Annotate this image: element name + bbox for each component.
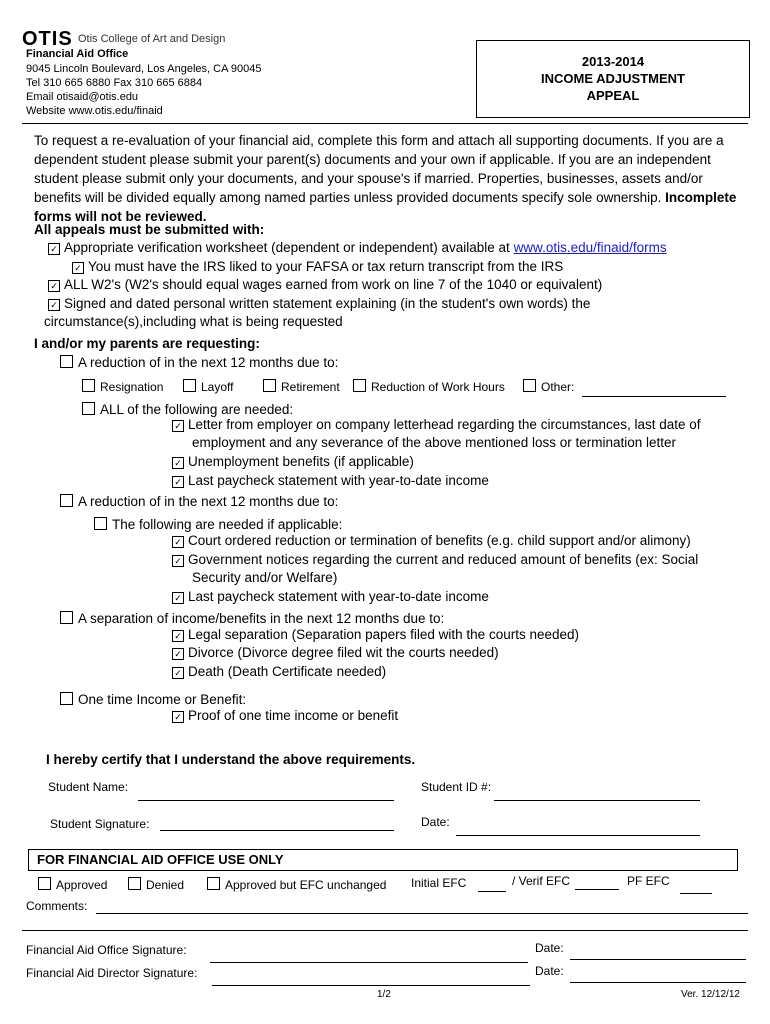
doc-gov-notices-cont: Security and/or Welfare)	[192, 570, 338, 585]
appeal-item-statement-cont: circumstance(s),including what is being requested	[44, 314, 343, 329]
initial-efc-label: Initial EFC	[411, 876, 467, 890]
one-time-checkbox[interactable]	[60, 692, 73, 705]
form-year: 2013-2014	[581, 54, 645, 69]
verif-efc-label: / Verif EFC	[512, 874, 571, 888]
doc-court-order: ✓ Court ordered reduction or termination of benefits (e.g. child support and/or alimony)	[172, 533, 691, 548]
doc-paycheck-2: ✓ Last paycheck statement with year-to-date income	[172, 589, 489, 604]
checked-box-icon: ✓	[172, 420, 184, 432]
forms-link[interactable]: www.otis.edu/finaid/forms	[513, 240, 667, 255]
pf-efc-label: PF EFC	[627, 874, 670, 888]
option-separation: A separation of income/benefits in the next 12 months due to:	[60, 611, 444, 626]
student-name-input[interactable]	[138, 800, 394, 801]
requesting-heading: I and/or my parents are requesting:	[34, 336, 260, 351]
student-date-label: Date:	[421, 815, 450, 829]
reason-retirement: Retirement	[263, 379, 340, 394]
student-id-label: Student ID #:	[421, 780, 492, 794]
comments-label: Comments:	[26, 899, 88, 913]
doc-gov-notices: ✓ Government notices regarding the current and reduced amount of benefits (ex: Social	[172, 552, 698, 567]
reason-other: Other:	[523, 379, 574, 394]
student-date-input[interactable]	[456, 835, 700, 836]
college-name: Otis College of Art and Design	[78, 33, 226, 45]
option-benefit-reduction: A reduction of in the next 12 months due to:	[60, 494, 338, 509]
appeals-heading: All appeals must be submitted with:	[34, 222, 265, 237]
checked-box-icon: ✓	[172, 711, 184, 723]
approved-checkbox[interactable]	[38, 877, 51, 890]
doc-divorce: ✓ Divorce (Divorce degree filed wit the courts needed)	[172, 645, 499, 660]
student-id-input[interactable]	[494, 800, 700, 801]
all-needed: ALL of the following are needed:	[82, 402, 293, 417]
director-date-label: Date:	[535, 964, 564, 978]
student-signature-input[interactable]	[160, 830, 394, 831]
initial-efc-input[interactable]	[478, 891, 506, 892]
office-name: Financial Aid Office	[26, 48, 129, 60]
office-email: Email otisaid@otis.edu	[26, 91, 139, 103]
form-title-appeal: APPEAL	[586, 88, 640, 103]
form-title-box	[476, 40, 750, 118]
appeal-item-statement: ✓ Signed and dated personal written statement explaining (in the student's own words) the	[48, 296, 590, 311]
other-input[interactable]	[582, 396, 726, 397]
option-one-time: One time Income or Benefit:	[60, 692, 246, 707]
reason-resignation: Resignation	[82, 379, 163, 394]
checked-box-icon: ✓	[48, 280, 60, 292]
fa-date-input[interactable]	[570, 959, 746, 960]
comments-input[interactable]	[96, 913, 748, 914]
form-title: INCOME ADJUSTMENT	[541, 71, 685, 86]
approved-efc-checkbox[interactable]	[207, 877, 220, 890]
needed-if-applicable-checkbox[interactable]	[94, 517, 107, 530]
needed-if-applicable: The following are needed if applicable:	[94, 517, 342, 532]
checked-box-icon: ✓	[172, 555, 184, 567]
reduced-hours-checkbox[interactable]	[353, 379, 366, 392]
option-income-reduction: A reduction of in the next 12 months due to:	[60, 355, 338, 370]
fa-signature-label: Financial Aid Office Signature:	[26, 943, 187, 957]
checked-box-icon: ✓	[172, 457, 184, 469]
office-use-heading: FOR FINANCIAL AID OFFICE USE ONLY	[37, 852, 284, 867]
checked-box-icon: ✓	[172, 592, 184, 604]
checked-box-icon: ✓	[72, 262, 84, 274]
all-needed-checkbox[interactable]	[82, 402, 95, 415]
doc-death: ✓ Death (Death Certificate needed)	[172, 664, 386, 679]
checked-box-icon: ✓	[172, 630, 184, 642]
denied-option: Denied	[128, 877, 184, 892]
checked-box-icon: ✓	[48, 299, 60, 311]
otis-logo: OTIS	[22, 28, 73, 50]
intro-paragraph	[34, 131, 744, 226]
pf-efc-input[interactable]	[680, 893, 712, 894]
student-signature-label: Student Signature:	[50, 817, 150, 831]
office-divider	[22, 930, 748, 931]
fa-signature-input[interactable]	[210, 962, 528, 963]
office-address: 9045 Lincoln Boulevard, Los Angeles, CA 90045	[26, 63, 262, 75]
doc-unemployment: ✓ Unemployment benefits (if applicable)	[172, 454, 414, 469]
reason-reduced-hours: Reduction of Work Hours	[353, 379, 505, 394]
checked-box-icon: ✓	[172, 648, 184, 660]
reason-layoff: Layoff	[183, 379, 233, 394]
fa-date-label: Date:	[535, 941, 564, 955]
student-name-label: Student Name:	[48, 780, 129, 794]
doc-legal-separation: ✓ Legal separation (Separation papers filed with the courts needed)	[172, 627, 579, 642]
verif-efc-input[interactable]	[575, 889, 619, 890]
appeal-item-worksheet: ✓ Appropriate verification worksheet (dependent or independent) available at www.otis.edu/finaid/forms	[48, 240, 667, 255]
certify-statement: I hereby certify that I understand the above requirements.	[46, 752, 416, 767]
doc-paycheck: ✓ Last paycheck statement with year-to-date income	[172, 473, 489, 488]
director-date-input[interactable]	[570, 982, 746, 983]
appeal-item-w2: ✓ ALL W2's (W2's should equal wages earned from work on line 7 of the 1040 or equivalent)	[48, 277, 602, 292]
resignation-checkbox[interactable]	[82, 379, 95, 392]
office-website: Website www.otis.edu/finaid	[26, 105, 163, 117]
other-checkbox[interactable]	[523, 379, 536, 392]
retirement-checkbox[interactable]	[263, 379, 276, 392]
checked-box-icon: ✓	[172, 667, 184, 679]
doc-employer-letter: ✓ Letter from employer on company letterhead regarding the circumstances, last date of	[172, 417, 701, 432]
version-label: Ver. 12/12/12	[681, 989, 740, 1000]
denied-checkbox[interactable]	[128, 877, 141, 890]
header-divider	[22, 123, 748, 124]
layoff-checkbox[interactable]	[183, 379, 196, 392]
office-phone: Tel 310 665 6880 Fax 310 665 6884	[26, 77, 203, 89]
benefit-reduction-checkbox[interactable]	[60, 494, 73, 507]
director-signature-label: Financial Aid Director Signature:	[26, 966, 198, 980]
doc-employer-letter-cont: employment and any severance of the above mentioned loss or termination letter	[192, 435, 677, 450]
director-signature-input[interactable]	[212, 985, 530, 986]
income-reduction-checkbox[interactable]	[60, 355, 73, 368]
checked-box-icon: ✓	[172, 476, 184, 488]
checked-box-icon: ✓	[48, 243, 60, 255]
appeal-item-irs: ✓ You must have the IRS liked to your FAFSA or tax return transcript from the IRS	[72, 259, 563, 274]
checked-box-icon: ✓	[172, 536, 184, 548]
intro-warning: Incomplete forms will not be reviewed.	[34, 190, 737, 224]
doc-one-time-proof: ✓ Proof of one time income or benefit	[172, 708, 398, 723]
intro-text: To request a re-evaluation of your financial aid, complete this form and attach all supporting documents. If you are a dependent student please submit your parent(s) documents and your own if applicable. If you are an independent student please submit only your documents, and your spouse's if married. Properties, businesses, assets and/or benefits will be divided equally among named parties unless provided documents specify sole ownership.	[34, 133, 724, 205]
office-use-box	[28, 849, 738, 871]
separation-checkbox[interactable]	[60, 611, 73, 624]
approved-option: Approved	[38, 877, 107, 892]
approved-efc-option: Approved but EFC unchanged	[207, 877, 386, 892]
page-number: 1/2	[377, 989, 391, 1000]
